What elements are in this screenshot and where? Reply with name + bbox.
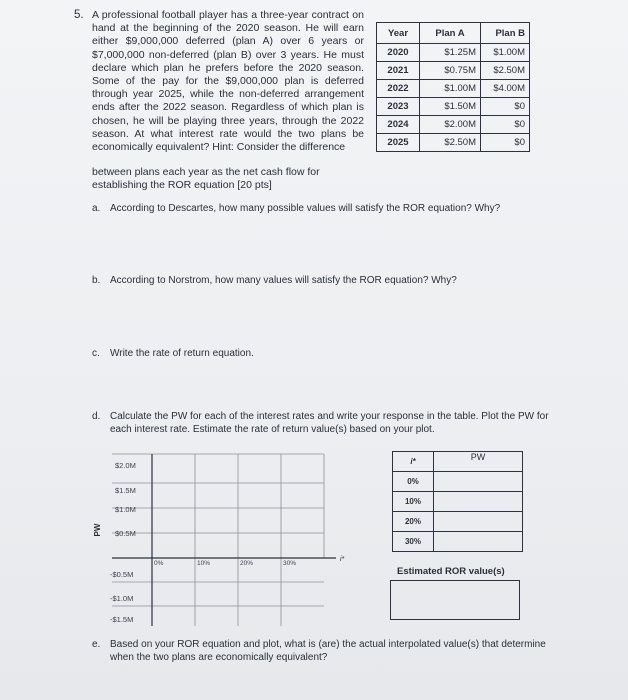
plan-b-cell: $0 (481, 134, 530, 152)
pw-table-header (393, 452, 523, 472)
part-b-text: According to Norstrom, how many values will satisfy the ROR equation? Why? (110, 275, 457, 286)
plan-b-cell: $0 (481, 116, 530, 134)
part-e-text: Based on your ROR equation and plot, what is (are) the actual interpolated value(s) that determine when the two plans are economically equivalent? (110, 639, 546, 663)
part-d-label: d. (92, 411, 101, 422)
table-row (377, 62, 530, 80)
x-tick-label: 30% (283, 560, 297, 567)
plan-b-cell: $4.00M (481, 80, 530, 98)
part-a (92, 203, 592, 217)
table-row (393, 492, 523, 512)
pw-input-cell[interactable] (434, 532, 523, 552)
header-year: Year (377, 23, 420, 44)
part-a-label: a. (92, 203, 101, 214)
plan-a-cell: $1.25M (420, 44, 481, 62)
y-tick-label: -$0.5M (110, 570, 134, 579)
part-e (92, 639, 552, 667)
plan-b-cell: $2.50M (481, 62, 530, 80)
part-b-label: b. (92, 275, 101, 286)
x-tick-label: 20% (240, 560, 254, 567)
rate-cell: 10% (393, 492, 434, 512)
rate-cell: 30% (393, 532, 434, 552)
table-row (377, 134, 530, 152)
plan-b-cell: $1.00M (481, 44, 530, 62)
year-cell: 2023 (377, 98, 420, 116)
pw-plot (90, 450, 358, 628)
year-cell: 2022 (377, 80, 420, 98)
table-row (377, 80, 530, 98)
part-c-text: Write the rate of return equation. (110, 348, 254, 359)
year-cell: 2020 (377, 44, 420, 62)
year-cell: 2021 (377, 62, 420, 80)
year-cell: 2024 (377, 116, 420, 134)
rate-cell: 20% (393, 512, 434, 532)
part-d-text: Calculate the PW for each of the interest rates and write your response in the table. Plot the PW for each interest rate. Estimate the rate of return value(s) based on your plot. (110, 411, 549, 435)
year-cell: 2025 (377, 134, 420, 152)
table-row (377, 98, 530, 116)
plan-a-cell: $2.00M (420, 116, 481, 134)
header-plan-b: Plan B (481, 23, 530, 44)
plan-b-cell: $0 (481, 98, 530, 116)
y-tick-label: $2.0M (115, 461, 136, 470)
question-number: 5. (74, 9, 84, 21)
table-row (377, 44, 530, 62)
table-row (393, 512, 523, 532)
pw-table (392, 451, 523, 552)
x-axis-label: i* (340, 556, 345, 563)
table-row (393, 532, 523, 552)
part-d (92, 411, 572, 439)
plan-a-cell: $1.00M (420, 80, 481, 98)
part-c (92, 348, 592, 362)
plan-table-header (377, 23, 530, 44)
x-tick-label: 0% (154, 560, 164, 567)
question-stem-continued: between plans each year as the net cash flow for establishing the ROR equation [20 pts] (92, 166, 320, 192)
pw-input-cell[interactable] (434, 512, 523, 532)
question-stem: A professional football player has a three-year contract on hand at the beginning of the 2020 season. He will earn either $9,000,000 deferred (plan A) over 6 years or $7,000,000 non-deferred (plan B) over 3 years. He must declare which plan he prefers before the 2020 season. Some of the pay for the $9,000,000 plan is deferred through year 2025, while the non-deferred arrangement ends after the 2022 season. Regardless of which plan is chosen, he will be playing three years, through the 2022 season. At what interest rate would the two plans be economically equivalent? Hint: Consider the difference (92, 9, 364, 154)
y-tick-label: -$1.0M (110, 594, 134, 603)
plan-a-cell: $0.75M (420, 62, 481, 80)
plan-table (376, 22, 530, 152)
estimate-input-box[interactable] (390, 580, 520, 620)
plan-a-cell: $2.50M (420, 134, 481, 152)
y-tick-label: -$1.5M (110, 615, 134, 624)
estimate-label: Estimated ROR value(s) (397, 566, 505, 577)
y-axis-label: PW (93, 523, 102, 537)
plan-a-cell: $1.50M (420, 98, 481, 116)
part-b (92, 275, 592, 289)
table-row (377, 116, 530, 134)
part-a-text: According to Descartes, how many possible values will satisfy the ROR equation? Why? (110, 203, 501, 214)
table-row (393, 472, 523, 492)
part-c-label: c. (92, 348, 100, 359)
y-tick-label: $1.0M (115, 505, 136, 514)
pw-header-rate: i* (393, 452, 434, 472)
pw-input-cell[interactable] (434, 472, 523, 492)
rate-cell: 0% (393, 472, 434, 492)
y-tick-label: $0.5M (115, 529, 136, 538)
part-e-label: e. (92, 639, 101, 650)
header-plan-a: Plan A (420, 23, 481, 44)
pw-header-value: PW (434, 452, 523, 472)
plot-grid (112, 454, 324, 626)
y-tick-label: $1.5M (115, 486, 136, 495)
pw-input-cell[interactable] (434, 492, 523, 512)
x-tick-label: 10% (197, 560, 211, 567)
